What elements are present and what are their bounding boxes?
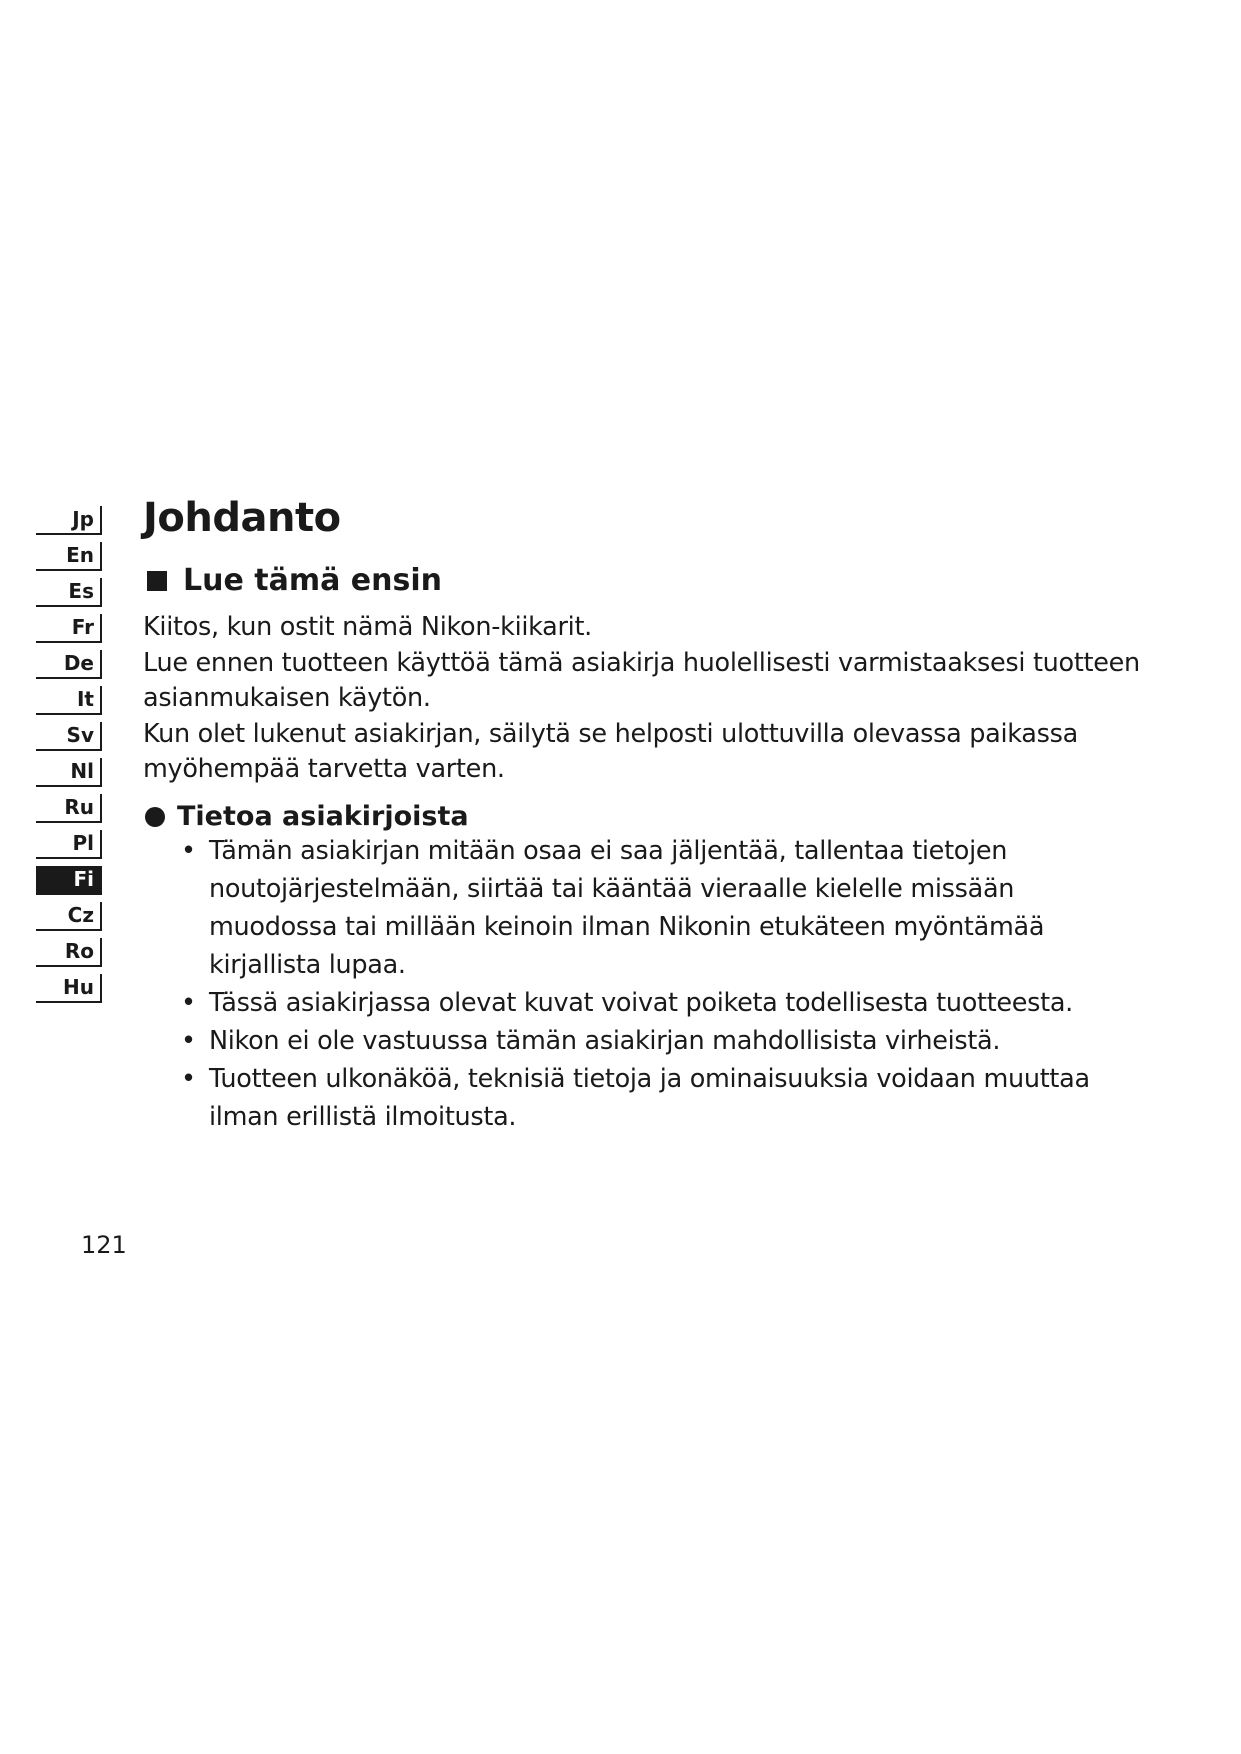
list-item-text: Nikon ei ole vastuussa tämän asiakirjan mahdollisista virheistä.	[209, 1025, 1001, 1056]
circle-bullet-icon	[145, 807, 165, 827]
bullet-dot-icon: •	[181, 987, 196, 1018]
section-heading	[143, 556, 1143, 606]
list-item	[181, 832, 1143, 984]
lang-tab-fi[interactable]: Fi	[36, 866, 102, 895]
language-tabs	[36, 506, 102, 1010]
intro-paragraph: Kun olet lukenut asiakirjan, säilytä se helposti ulottuvilla olevassa paikassa myöhempää tarvetta varten.	[143, 718, 1078, 784]
lang-tab-ro[interactable]: Ro	[36, 938, 102, 967]
lang-tab-en[interactable]: En	[36, 542, 102, 571]
lang-tab-ru[interactable]: Ru	[36, 794, 102, 823]
lang-tab-de[interactable]: De	[36, 650, 102, 679]
section-heading-text: Lue tämä ensin	[183, 563, 442, 598]
list-item	[181, 984, 1143, 1022]
lang-tab-es[interactable]: Es	[36, 578, 102, 607]
subsection-heading-text: Tietoa asiakirjoista	[177, 800, 469, 832]
lang-tab-nl[interactable]: Nl	[36, 758, 102, 787]
main-content	[143, 488, 1143, 1136]
lang-tab-pl[interactable]: Pl	[36, 830, 102, 859]
lang-tab-it[interactable]: It	[36, 686, 102, 715]
lang-tab-hu[interactable]: Hu	[36, 974, 102, 1003]
bullet-dot-icon: •	[181, 1025, 196, 1056]
intro-text	[143, 610, 1143, 788]
square-bullet-icon	[147, 571, 167, 591]
list-item-text: Tässä asiakirjassa olevat kuvat voivat poiketa todellisesta tuotteesta.	[209, 987, 1073, 1018]
bullet-dot-icon: •	[181, 1063, 196, 1094]
subsection-heading	[143, 802, 1143, 832]
intro-paragraph: Lue ennen tuotteen käyttöä tämä asiakirja huolellisesti varmistaaksesi tuotteen asianmukaisen käytön.	[143, 647, 1140, 713]
list-item	[181, 1022, 1143, 1060]
list-item-text: Tuotteen ulkonäköä, teknisiä tietoja ja ominaisuuksia voidaan muuttaa ilman erillistä ilmoitusta.	[209, 1063, 1090, 1132]
lang-tab-cz[interactable]: Cz	[36, 902, 102, 931]
lang-tab-fr[interactable]: Fr	[36, 614, 102, 643]
list-item-text: Tämän asiakirjan mitään osaa ei saa jäljentää, tallentaa tietojen noutojärjestelmään, siirtää tai kääntää vieraalle kielelle missään muodossa tai millään keinoin ilman Nikonin etukäteen myöntämää kirjallista lupaa.	[209, 835, 1045, 980]
bullet-list	[143, 832, 1143, 1136]
bullet-dot-icon: •	[181, 835, 196, 866]
intro-paragraph: Kiitos, kun ostit nämä Nikon-kiikarit.	[143, 612, 592, 642]
page-title: Johdanto	[143, 495, 341, 541]
lang-tab-jp[interactable]: Jp	[36, 506, 102, 535]
page-number: 121	[81, 1231, 127, 1259]
lang-tab-sv[interactable]: Sv	[36, 722, 102, 751]
list-item	[181, 1060, 1143, 1136]
